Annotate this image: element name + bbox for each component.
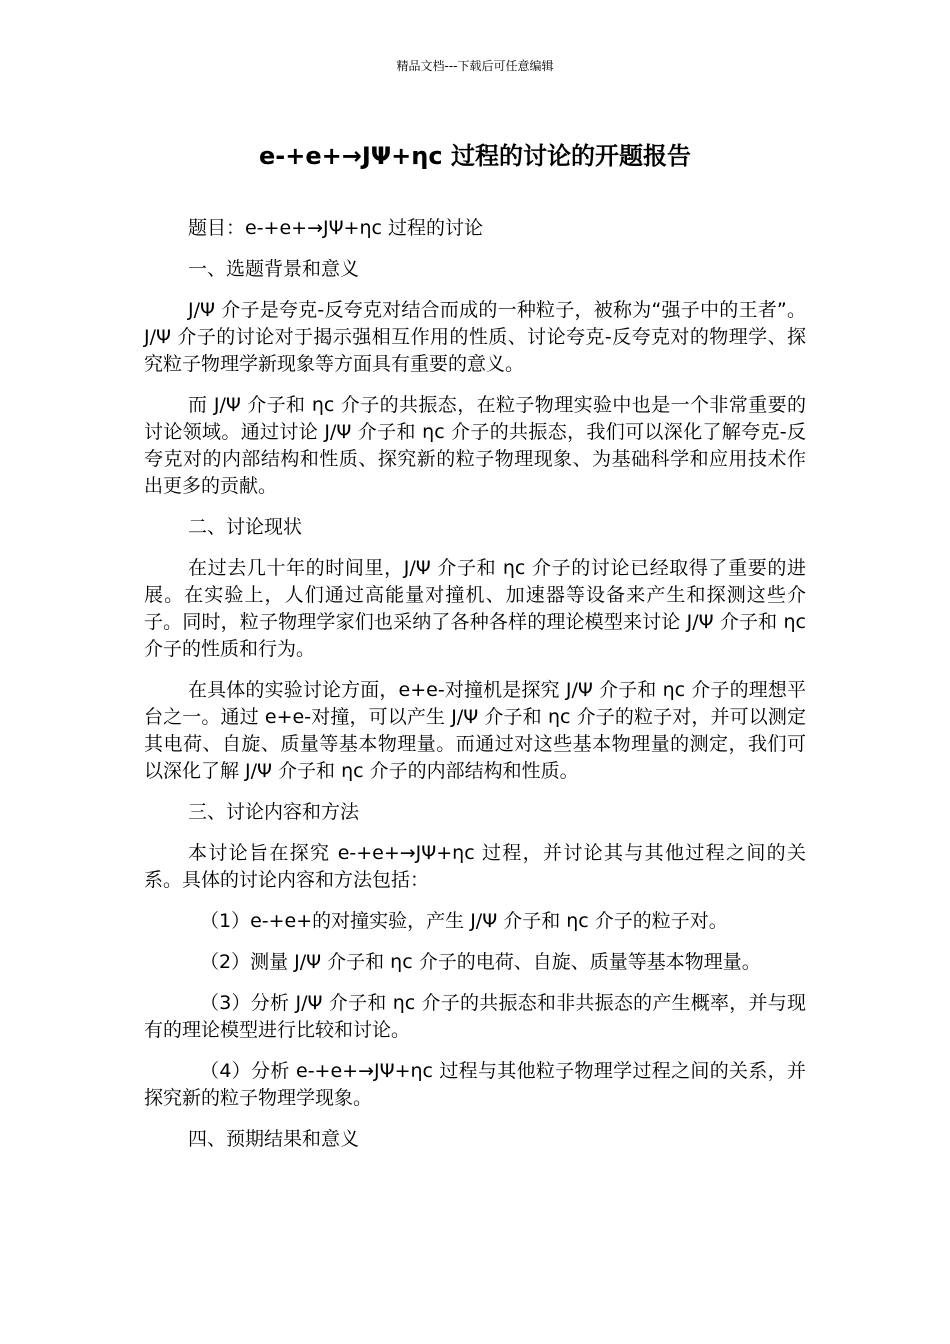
section-heading-methods: 三、讨论内容和方法: [188, 801, 360, 823]
header-note: 精品文档---下载后可任意编辑: [396, 59, 554, 73]
document-body: [144, 215, 806, 1167]
method-item-2: （2）测量 J/Ψ 介子和 ηc 介子的电荷、自旋、质量等基本物理量。: [200, 951, 761, 973]
paragraph-background-1: J/Ψ 介子是夸克-反夸克对结合而成的一种粒子，被称为“强子中的王者”。J/Ψ 介子的讨论对于揭示强相互作用的性质、讨论夸克-反夸克对的物理学、探究粒子物理学新现象等方面具有重要的意义。: [144, 299, 806, 375]
method-item-4: （4）分析 e-+e+→JΨ+ηc 过程与其他粒子物理学过程之间的关系，并探究新的粒子物理学现象。: [144, 1060, 806, 1109]
paragraph-status-2: 在具体的实验讨论方面，e+e-对撞机是探究 J/Ψ 介子和 ηc 介子的理想平台之一。通过 e+e-对撞，可以产生 J/Ψ 介子和 ηc 介子的粒子对，并可以测定其电荷、自旋、质量等基本物理量。而通过对这些基本物理量的测定，我们可以深化了解 J/Ψ 介子和 ηc 介子的内部结构和性质。: [144, 679, 806, 782]
section-heading-status: 二、讨论现状: [188, 516, 303, 538]
paragraph-methods-intro: 本讨论旨在探究 e-+e+→JΨ+ηc 过程，并讨论其与其他过程之间的关系。具体的讨论内容和方法包括：: [144, 842, 806, 891]
paragraph-status-1: 在过去几十年的时间里，J/Ψ 介子和 ηc 介子的讨论已经取得了重要的进展。在实验上，人们通过高能量对撞机、加速器等设备来产生和探测这些介子。同时，粒子物理学家们也采纳了各种各样的理论模型来讨论 J/Ψ 介子和 ηc 介子的性质和行为。: [144, 557, 806, 660]
method-item-3: （3）分析 J/Ψ 介子和 ηc 介子的共振态和非共振态的产生概率，并与现有的理论模型进行比较和讨论。: [144, 992, 806, 1041]
topic-line: 题目：e-+e+→JΨ+ηc 过程的讨论: [188, 217, 484, 239]
section-heading-background: 一、选题背景和意义: [188, 258, 360, 280]
document-title: e-+e+→JΨ+ηc 过程的讨论的开题报告: [259, 142, 691, 170]
section-heading-results: 四、预期结果和意义: [188, 1128, 360, 1150]
method-item-1: （1）e-+e+的对撞实验，产生 J/Ψ 介子和 ηc 介子的粒子对。: [200, 910, 728, 932]
paragraph-background-2: 而 J/Ψ 介子和 ηc 介子的共振态，在粒子物理实验中也是一个非常重要的讨论领域。通过讨论 J/Ψ 介子和 ηc 介子的共振态，我们可以深化了解夸克-反夸克对的内部结构和性质、探究新的粒子物理现象、为基础科学和应用技术作出更多的贡献。: [144, 394, 806, 497]
